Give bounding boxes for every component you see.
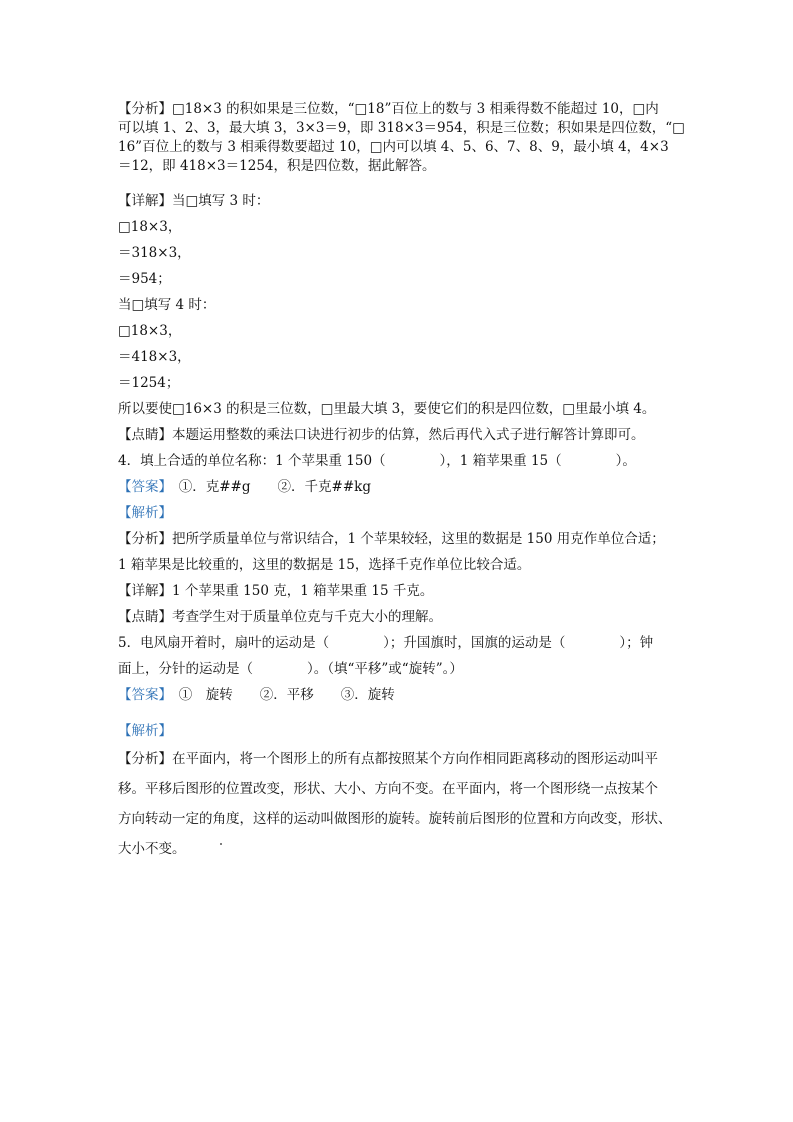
q3-analysis-line: 【分析】□18×3 的积如果是三位数，“□18”百位上的数与 3 相乘得数不能超过 10，□内 [118,101,659,117]
q5-question-line: 面上，分针的运动是（ ）。（填“平移”或“旋转”。） [118,661,463,677]
q4-analysis-line: 【分析】把所学质量单位与常识结合，1 个苹果较轻，这里的数据是 150 用克作单位合适； [118,531,665,547]
q4-answer [118,474,688,500]
q3-detail-line: 所以要使□16×3 的积是三位数，□里最大填 3，要使它们的积是四位数，□里最小填 4。 [118,401,656,417]
q3-detail-line: ＝318×3， [118,245,191,261]
q3-analysis-line: 16”百位上的数与 3 相乘得数要超过 10，□内可以填 4、5、6、7、8、9，最小填 4，4×3 [118,139,669,155]
q3-detail [118,188,688,422]
q5-jiexi-label: 【解析】 [118,723,172,739]
q4-question: 4．填上合适的单位名称：1 个苹果重 150（ ），1 箱苹果重 15（ ）。 [118,453,636,469]
q3-analysis-line: ＝12，即 418×3＝1254，积是四位数，据此解答。 [118,158,436,174]
q5-analysis-line: 【分析】在平面内，将一个图形上的所有点都按照某个方向作相同距离移动的图形运动叫平 [118,751,658,767]
q3-detail-line: ＝954； [118,271,171,287]
q5-answer-label: 【答案】 [118,687,166,703]
q3-detail-line: □18×3， [118,323,182,339]
stray-dot [220,843,222,845]
q5-answer [118,682,688,708]
q3-analysis [118,100,688,176]
q4-answer-label: 【答案】 [118,479,166,495]
q3-comment: 【点睛】本题运用整数的乘法口诀进行初步的估算，然后再代入式子进行解答计算即可。 [118,427,645,443]
q4-detail: 【详解】1 个苹果重 150 克，1 箱苹果重 15 千克。 [118,583,434,599]
q4-comment: 【点睛】考查学生对于质量单位克与千克大小的理解。 [118,609,442,625]
q5-analysis-line: 移。平移后图形的位置改变，形状、大小、方向不变。在平面内，将一个图形绕一点按某个 [118,781,658,797]
q4-answer-text: ①．克##g ②．千克##kg [165,479,371,495]
q4-analysis-line: 1 箱苹果是比较重的，这里的数据是 15，选择千克作单位比较合适。 [118,557,531,573]
q3-detail-line: 当□填写 4 时： [118,297,216,313]
q5-question-line: 5．电风扇开着时，扇叶的运动是（ ）；升国旗时，国旗的运动是（ ）；钟 [118,635,654,651]
q3-detail-line: 【详解】当□填写 3 时： [118,193,270,209]
q3-detail-line: ＝418×3， [118,349,191,365]
q5-analysis-line: 大小不变。 [118,841,186,857]
q5-answer-text: ① 旋转 ②．平移 ③．旋转 [165,687,395,703]
q3-analysis-line: 可以填 1、2、3，最大填 3，3×3＝9，即 318×3＝954，积是三位数；积如果是四位数，“□ [118,120,685,136]
q3-detail-line: ＝1254； [118,375,180,391]
document-page [118,100,688,864]
q3-detail-line: □18×3， [118,219,182,235]
q5-analysis-line: 方向转动一定的角度，这样的运动叫做图形的旋转。旋转前后图形的位置和方向改变，形状、 [118,811,672,827]
q4-jiexi-label: 【解析】 [118,505,172,521]
